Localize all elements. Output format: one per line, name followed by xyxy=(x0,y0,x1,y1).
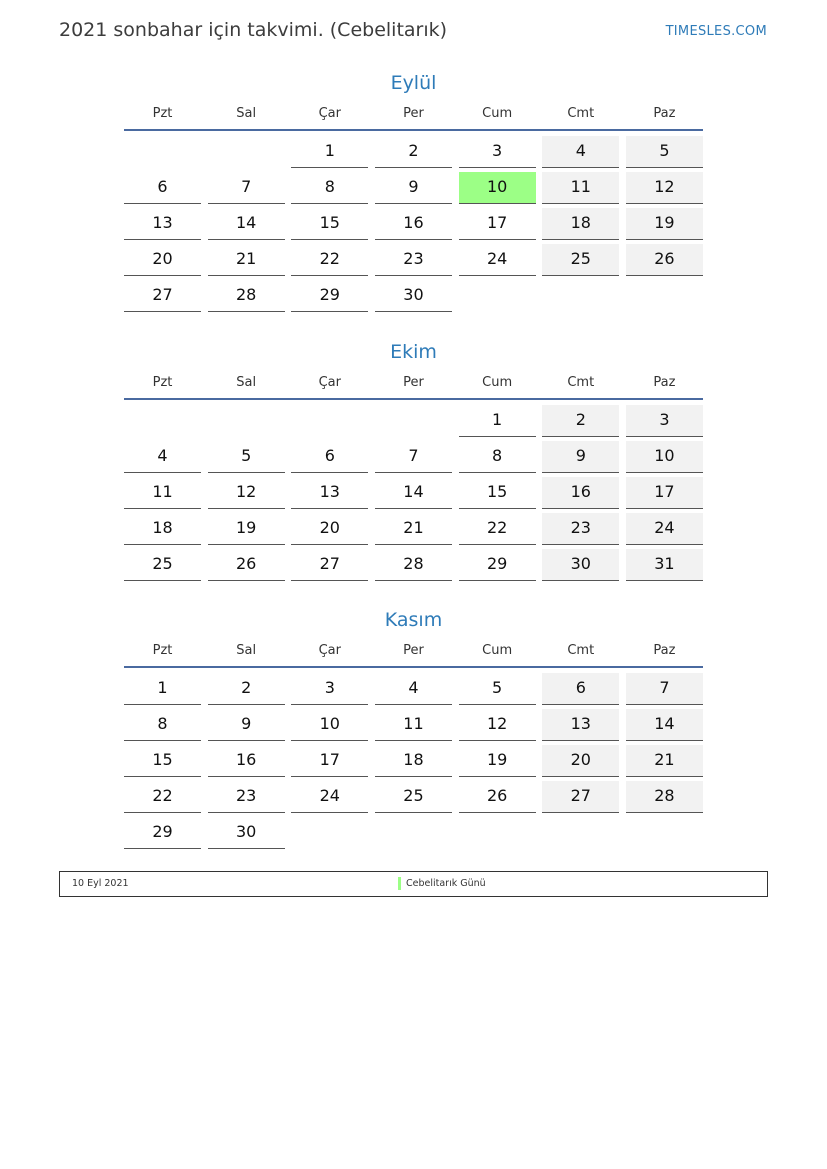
day-cell: 25 xyxy=(124,549,201,581)
day-cell: 1 xyxy=(459,405,536,437)
day-cell: 27 xyxy=(542,781,619,813)
week-row xyxy=(124,745,703,777)
month-weeks xyxy=(124,136,703,312)
weekday-header-row xyxy=(124,374,703,400)
day-cell: 19 xyxy=(459,745,536,777)
weekday-label: Per xyxy=(403,643,424,658)
week-row xyxy=(124,513,703,545)
week-row xyxy=(124,172,703,204)
day-cell: 24 xyxy=(291,781,368,813)
weekday-label: Cmt xyxy=(567,375,595,390)
day-cell: 24 xyxy=(459,244,536,276)
day-cell: 21 xyxy=(375,513,452,545)
day-cell: 2 xyxy=(208,673,285,705)
empty-day-cell xyxy=(542,817,619,849)
day-cell: 4 xyxy=(375,673,452,705)
weekday-label: Çar xyxy=(318,106,341,121)
day-cell: 3 xyxy=(626,405,703,437)
day-cell: 5 xyxy=(208,441,285,473)
day-cell: 1 xyxy=(124,673,201,705)
day-cell: 2 xyxy=(375,136,452,168)
empty-day-cell xyxy=(124,405,201,437)
weekday-header-row xyxy=(124,642,703,668)
weekday-label: Pzt xyxy=(152,643,173,658)
holiday-legend xyxy=(59,871,768,897)
weekday-label: Cmt xyxy=(567,106,595,121)
day-cell: 30 xyxy=(208,817,285,849)
holiday-day-cell: 10 xyxy=(459,172,536,204)
brand-link[interactable]: TIMESLES.COM xyxy=(665,24,767,39)
day-cell: 18 xyxy=(375,745,452,777)
day-cell: 20 xyxy=(291,513,368,545)
month-november xyxy=(124,608,703,853)
weekday-label: Sal xyxy=(236,375,257,390)
day-cell: 12 xyxy=(208,477,285,509)
day-cell: 23 xyxy=(375,244,452,276)
day-cell: 15 xyxy=(291,208,368,240)
month-weeks xyxy=(124,405,703,581)
weekday-label: Cum xyxy=(482,643,513,658)
day-cell: 21 xyxy=(208,244,285,276)
weekday-label: Sal xyxy=(236,106,257,121)
empty-day-cell xyxy=(542,280,619,312)
week-row xyxy=(124,673,703,705)
day-cell: 7 xyxy=(626,673,703,705)
day-cell: 25 xyxy=(542,244,619,276)
empty-day-cell xyxy=(459,280,536,312)
day-cell: 6 xyxy=(542,673,619,705)
day-cell: 16 xyxy=(542,477,619,509)
day-cell: 20 xyxy=(124,244,201,276)
empty-day-cell xyxy=(291,405,368,437)
day-cell: 18 xyxy=(124,513,201,545)
week-row xyxy=(124,477,703,509)
day-cell: 25 xyxy=(375,781,452,813)
holiday-color-marker xyxy=(398,877,401,890)
day-cell: 23 xyxy=(542,513,619,545)
day-cell: 8 xyxy=(291,172,368,204)
day-cell: 12 xyxy=(459,709,536,741)
day-cell: 12 xyxy=(626,172,703,204)
day-cell: 17 xyxy=(291,745,368,777)
week-row xyxy=(124,549,703,581)
day-cell: 8 xyxy=(459,441,536,473)
day-cell: 15 xyxy=(459,477,536,509)
month-september xyxy=(124,71,703,316)
weekday-label: Cum xyxy=(482,375,513,390)
empty-day-cell xyxy=(208,405,285,437)
empty-day-cell xyxy=(291,817,368,849)
day-cell: 11 xyxy=(124,477,201,509)
day-cell: 7 xyxy=(375,441,452,473)
day-cell: 26 xyxy=(626,244,703,276)
day-cell: 20 xyxy=(542,745,619,777)
day-cell: 28 xyxy=(375,549,452,581)
weekday-label: Paz xyxy=(653,375,676,390)
day-cell: 28 xyxy=(626,781,703,813)
empty-day-cell xyxy=(208,136,285,168)
weekday-label: Çar xyxy=(318,643,341,658)
day-cell: 8 xyxy=(124,709,201,741)
empty-day-cell xyxy=(459,817,536,849)
weekday-label: Sal xyxy=(236,643,257,658)
week-row xyxy=(124,136,703,168)
month-name: Ekim xyxy=(390,341,437,363)
day-cell: 29 xyxy=(124,817,201,849)
month-name: Kasım xyxy=(384,609,443,631)
day-cell: 3 xyxy=(291,673,368,705)
day-cell: 3 xyxy=(459,136,536,168)
day-cell: 5 xyxy=(626,136,703,168)
day-cell: 9 xyxy=(208,709,285,741)
weekday-label: Paz xyxy=(653,106,676,121)
weekday-label: Cum xyxy=(482,106,513,121)
page-title: 2021 sonbahar için takvimi. (Cebelitarık) xyxy=(59,19,448,41)
day-cell: 22 xyxy=(459,513,536,545)
day-cell: 19 xyxy=(208,513,285,545)
day-cell: 2 xyxy=(542,405,619,437)
day-cell: 11 xyxy=(375,709,452,741)
weekday-label: Per xyxy=(403,375,424,390)
week-row xyxy=(124,244,703,276)
week-row xyxy=(124,781,703,813)
day-cell: 14 xyxy=(375,477,452,509)
empty-day-cell xyxy=(626,817,703,849)
day-cell: 16 xyxy=(375,208,452,240)
day-cell: 23 xyxy=(208,781,285,813)
day-cell: 14 xyxy=(626,709,703,741)
day-cell: 13 xyxy=(542,709,619,741)
week-row xyxy=(124,817,703,849)
day-cell: 4 xyxy=(124,441,201,473)
month-october xyxy=(124,340,703,585)
day-cell: 13 xyxy=(291,477,368,509)
weekday-label: Pzt xyxy=(152,375,173,390)
month-name: Eylül xyxy=(390,72,437,94)
day-cell: 27 xyxy=(124,280,201,312)
day-cell: 24 xyxy=(626,513,703,545)
day-cell: 16 xyxy=(208,745,285,777)
day-cell: 29 xyxy=(459,549,536,581)
weekday-label: Pzt xyxy=(152,106,173,121)
day-cell: 26 xyxy=(208,549,285,581)
day-cell: 22 xyxy=(291,244,368,276)
day-cell: 27 xyxy=(291,549,368,581)
empty-day-cell xyxy=(124,136,201,168)
week-row xyxy=(124,441,703,473)
day-cell: 14 xyxy=(208,208,285,240)
day-cell: 15 xyxy=(124,745,201,777)
day-cell: 6 xyxy=(291,441,368,473)
day-cell: 1 xyxy=(291,136,368,168)
weekday-label: Çar xyxy=(318,375,341,390)
empty-day-cell xyxy=(375,817,452,849)
day-cell: 17 xyxy=(459,208,536,240)
week-row xyxy=(124,405,703,437)
day-cell: 4 xyxy=(542,136,619,168)
day-cell: 9 xyxy=(542,441,619,473)
week-row xyxy=(124,709,703,741)
day-cell: 28 xyxy=(208,280,285,312)
day-cell: 26 xyxy=(459,781,536,813)
day-cell: 5 xyxy=(459,673,536,705)
day-cell: 9 xyxy=(375,172,452,204)
day-cell: 6 xyxy=(124,172,201,204)
day-cell: 11 xyxy=(542,172,619,204)
day-cell: 17 xyxy=(626,477,703,509)
weekday-label: Per xyxy=(403,106,424,121)
day-cell: 10 xyxy=(626,441,703,473)
week-row xyxy=(124,208,703,240)
day-cell: 29 xyxy=(291,280,368,312)
legend-date: 10 Eyl 2021 xyxy=(72,878,129,889)
week-row xyxy=(124,280,703,312)
weekday-label: Paz xyxy=(653,643,676,658)
day-cell: 7 xyxy=(208,172,285,204)
empty-day-cell xyxy=(375,405,452,437)
legend-holiday-name: Cebelitarık Günü xyxy=(406,878,486,889)
month-weeks xyxy=(124,673,703,849)
weekday-label: Cmt xyxy=(567,643,595,658)
day-cell: 19 xyxy=(626,208,703,240)
day-cell: 30 xyxy=(542,549,619,581)
day-cell: 30 xyxy=(375,280,452,312)
weekday-header-row xyxy=(124,105,703,131)
day-cell: 13 xyxy=(124,208,201,240)
day-cell: 22 xyxy=(124,781,201,813)
day-cell: 10 xyxy=(291,709,368,741)
day-cell: 21 xyxy=(626,745,703,777)
day-cell: 18 xyxy=(542,208,619,240)
empty-day-cell xyxy=(626,280,703,312)
day-cell: 31 xyxy=(626,549,703,581)
